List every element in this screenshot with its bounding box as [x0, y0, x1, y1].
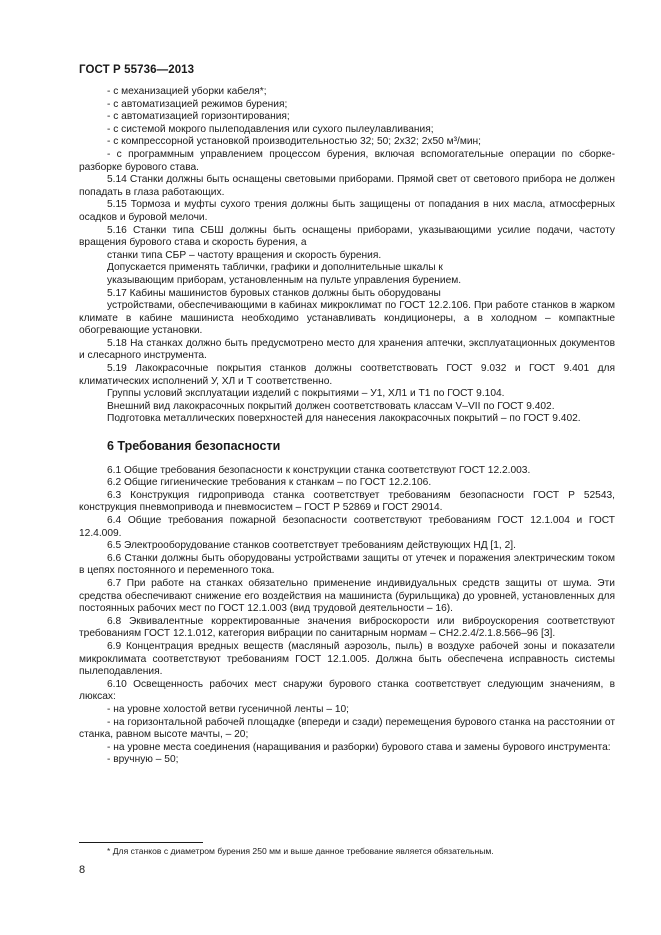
document-body	[79, 86, 615, 767]
document-header: ГОСТ Р 55736—2013	[79, 64, 195, 76]
paragraph-5-14: 5.14 Станки должны быть оснащены световыми приборами. Прямой свет от светового прибора не должен попадать в глаза работающих.	[79, 174, 615, 198]
list-item: - с механизацией уборки кабеля*;	[107, 86, 267, 97]
paragraph-6-6: 6.6 Станки должны быть оборудованы устройствами защиты от утечек и поражения электрическим током в цепях постоянного и переменного тока.	[79, 552, 615, 577]
paragraph-6-4: 6.4 Общие требования пожарной безопасности соответствуют требованиям ГОСТ 12.1.004 и ГОСТ 12.4.009.	[79, 515, 615, 539]
paragraph-line: Внешний вид лакокрасочных покрытий должен соответствовать классам V–VII по ГОСТ 9.402.	[107, 400, 555, 412]
paragraph-6-1: 6.1 Общие требования безопасности к конструкции станка соответствуют ГОСТ 12.2.003.	[107, 464, 531, 476]
paragraph-6-2: 6.2 Общие гигиенические требования к станкам – по ГОСТ 12.2.106.	[107, 477, 432, 489]
list-item: - с автоматизацией режимов бурения;	[107, 98, 288, 110]
section-heading: 6 Требования безопасности	[107, 439, 281, 454]
paragraph-line: станки типа СБР – частоту вращения и скорость бурения.	[107, 249, 382, 261]
list-item: - на уровне места соединения (наращивания и разборки) бурового става и замены бурового инструмента:	[107, 741, 611, 753]
list-item: - с компрессорной установкой производительностью 32; 50; 2х32; 2х50 м³/мин;	[107, 136, 482, 148]
footnote-divider	[79, 842, 203, 843]
paragraph-6-5: 6.5 Электрооборудование станков соответствует требованиям действующих НД [1, 2].	[107, 540, 516, 552]
page-number: 8	[79, 864, 86, 876]
list-item: - с программным управлением процессом бурения, включая вспомогательные операции по сборке-разборке бурового става.	[79, 148, 615, 173]
footnote: * Для станков с диаметром бурения 250 мм и выше данное требование является обязательным.	[107, 846, 494, 856]
list-item: - с автоматизацией горизонтирования;	[107, 111, 290, 123]
list-item: - с системой мокрого пылеподавления или сухого пылеулавливания;	[107, 123, 434, 135]
paragraph-line: указывающим приборам, установленным на пульте управления бурением.	[107, 274, 462, 286]
paragraph-6-8: 6.8 Эквивалентные корректированные значения виброскорости или виброускорения соответствуют требованиям ГОСТ 12.1.012, категория вибрации по санитарным нормам – СН2.2.4/2.1.8.566–96 [3].	[79, 615, 615, 640]
paragraph-line: устройствами, обеспечивающими в кабинах микроклимат по ГОСТ 12.2.106. При работе станков в жарком климате в кабине машиниста необходимо устанавливать кондиционеры, а в холодном – компактные обогревающие установки.	[79, 300, 615, 337]
paragraph-line: Группы условий эксплуатации изделий с покрытиями – У1, ХЛ1 и Т1 по ГОСТ 9.104.	[107, 388, 505, 400]
paragraph-5-15: 5.15 Тормоза и муфты сухого трения должны быть защищены от попадания в них масла, атмосферных осадков и буровой мелочи.	[79, 199, 615, 223]
paragraph-6-3: 6.3 Конструкция гидропривода станка соответствует требованиям безопасности ГОСТ Р 52543, конструкция пневмопривода и пневмосистем – ГОСТ Р 52869 и ГОСТ 29014.	[79, 489, 615, 514]
list-item: - на горизонтальной рабочей площадке (впереди и сзади) перемещения бурового станка на расстоянии от станка, равном высоте мачты, – 20;	[79, 716, 615, 741]
paragraph-line: Подготовка металлических поверхностей для нанесения лакокрасочных покрытий – по ГОСТ 9.402.	[107, 413, 581, 425]
paragraph-line: Допускается применять таблички, графики и дополнительные шкалы к	[107, 262, 443, 274]
paragraph-5-17: 5.17 Кабины машинистов буровых станков должны быть оборудованы	[107, 287, 441, 299]
list-item: - на уровне холостой ветви гусеничной ленты – 10;	[107, 703, 349, 715]
paragraph-6-7: 6.7 При работе на станках обязательно применение индивидуальных средств защиты от шума. Эти средства обеспечивают снижение его воздействия на машиниста (бурильщика) до уровней, установленных для постоянных рабочих мест по ГОСТ 12.1.003 (вид трудовой деятельности – 16).	[79, 577, 615, 615]
list-item: - вручную – 50;	[107, 754, 179, 766]
paragraph-5-18: 5.18 На станках должно быть предусмотрено место для хранения аптечки, эксплуатационных документов и слесарного инструмента.	[79, 337, 615, 362]
paragraph-5-16: 5.16 Станки типа СБШ должны быть оснащены приборами, указывающими усилие подачи, частоту вращения бурового става и скорость бурения, а	[79, 224, 615, 249]
paragraph-6-10: 6.10 Освещенность рабочих мест снаружи бурового станка соответствует следующим значениям, в люксах:	[79, 678, 615, 703]
paragraph-6-9: 6.9 Концентрация вредных веществ (масляный аэрозоль, пыль) в воздухе рабочей зоны и показатели микроклимата соответствуют требованиям ГОСТ 12.1.005. Должна быть обеспечена исправность системы пылеподавления.	[79, 640, 615, 678]
paragraph-5-19: 5.19 Лакокрасочные покрытия станков должны соответствовать ГОСТ 9.032 и ГОСТ 9.401 для климатических исполнений У, ХЛ и Т соответственно.	[79, 363, 615, 387]
